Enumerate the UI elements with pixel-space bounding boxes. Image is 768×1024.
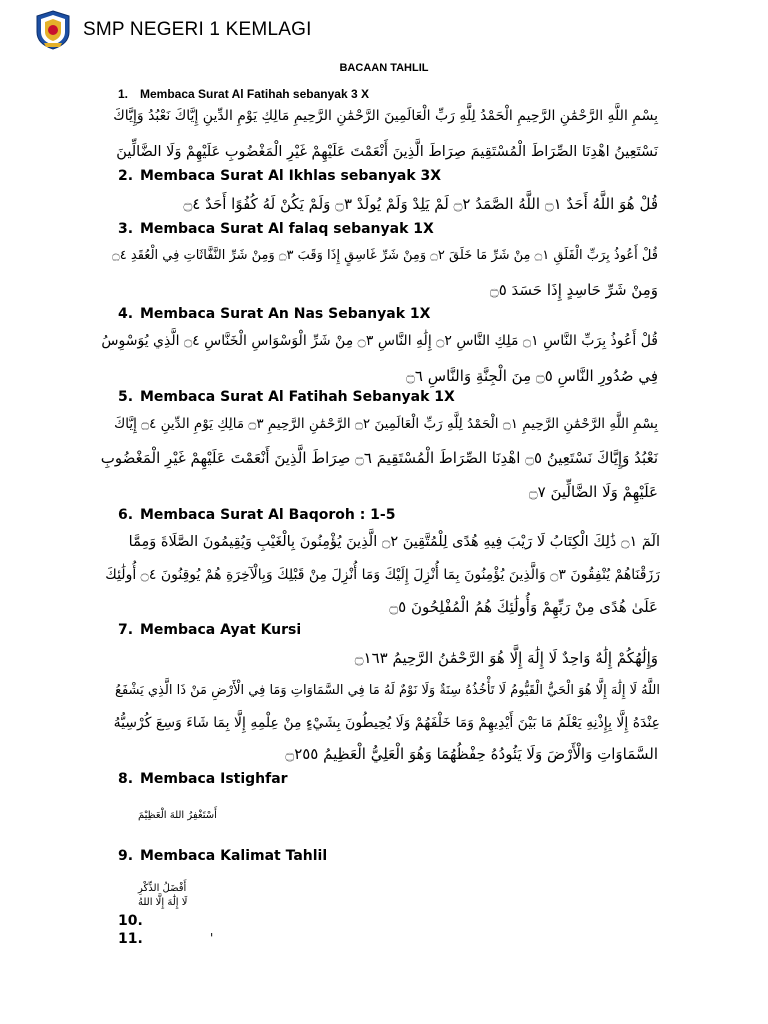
section-heading-3: 3. Membaca Surat Al falaq sebanyak 1X	[118, 221, 434, 237]
arabic-fatihah-1x-line-3: عَلَيْهِمْ وَلَا الضَّالِّينَ ۝٧	[528, 483, 658, 501]
arabic-tahlil-line-1: أَفْضَلُ الذِّكْرِ	[138, 883, 187, 894]
arabic-baqarah-line-2: رَزَقْنَاهُمْ يُنْفِقُونَ ۝٣ وَالَّذِينَ يُؤْمِنُونَ بِمَا أُنْزِلَ إِلَيْكَ وَمَا أُنْزِلَ مِنْ قَبْلِكَ وَبِالْآخِرَةِ هُمْ يُوقِنُونَ ۝٤ أُولَٰئِكَ	[105, 567, 660, 583]
section-heading-6: 6. Membaca Surat Al Baqoroh : 1-5	[118, 507, 396, 523]
arabic-fatihah-1x-line-2: نَعْبُدُ وَإِيَّاكَ نَسْتَعِينُ ۝٥ اهْدِنَا الصِّرَاطَ الْمُسْتَقِيمَ ۝٦ صِرَاطَ الَّذِينَ أَنْعَمْتَ عَلَيْهِمْ غَيْرِ الْمَغْضُوبِ	[100, 449, 658, 467]
arabic-kursi-line-3: عِنْدَهُ إِلَّا بِإِذْنِهِ يَعْلَمُ مَا بَيْنَ أَيْدِيهِمْ وَمَا خَلْفَهُمْ وَلَا يُحِيطُونَ بِشَيْءٍ مِنْ عِلْمِهِ إِلَّا بِمَا شَاءَ وَسِعَ كُرْسِيُّهُ	[113, 715, 660, 731]
arabic-istighfar: أَسْتَغْفِرُ اللهَ الْعَظِيْمَ	[138, 810, 217, 821]
arabic-kursi-line-2: اللَّهُ لَا إِلَٰهَ إِلَّا هُوَ الْحَيُّ الْقَيُّومُ لَا تَأْخُذُهُ سِنَةٌ وَلَا نَوْمٌ لَهُ مَا فِي السَّمَاوَاتِ وَمَا فِي الْأَرْضِ مَنْ ذَا الَّذِي يَشْفَعُ	[115, 683, 660, 698]
section-heading-8: 8. Membaca Istighfar	[118, 771, 288, 787]
section-heading-4: 4. Membaca Surat An Nas Sebanyak 1X	[118, 306, 431, 322]
section-heading-9: 9. Membaca Kalimat Tahlil	[118, 848, 328, 864]
arabic-nas-line-1: قُلْ أَعُوذُ بِرَبِّ النَّاسِ ۝١ مَلِكِ النَّاسِ ۝٢ إِلَٰهِ النَّاسِ ۝٣ مِنْ شَرِّ الْوَسْوَاسِ الْخَنَّاسِ ۝٤ الَّذِي يُوَسْوِسُ	[101, 333, 658, 349]
arabic-baqarah-line-3: عَلَىٰ هُدًى مِنْ رَبِّهِمْ وَأُولَٰئِكَ هُمُ الْمُفْلِحُونَ ۝٥	[389, 598, 658, 616]
arabic-baqarah-line-1: الٓمٓ ۝١ ذَٰلِكَ الْكِتَابُ لَا رَيْبَ فِيهِ هُدًى لِلْمُتَّقِينَ ۝٢ الَّذِينَ يُؤْمِنُونَ بِالْغَيْبِ وَيُقِيمُونَ الصَّلَاةَ وَمِمَّا	[128, 534, 660, 550]
stray-mark: '	[210, 931, 214, 945]
arabic-falaq-line-1: قُلْ أَعُوذُ بِرَبِّ الْفَلَقِ ۝١ مِنْ شَرِّ مَا خَلَقَ ۝٢ وَمِنْ شَرِّ غَاسِقٍ إِذَا وَقَبَ ۝٣ وَمِنْ شَرِّ النَّفَّاثَاتِ فِي الْعُقَدِ ۝٤	[112, 248, 658, 263]
section-heading-11: 11.	[118, 931, 143, 947]
section-heading-5: 5. Membaca Surat Al Fatihah Sebanyak 1X	[118, 389, 455, 405]
section-heading-7: 7. Membaca Ayat Kursi	[118, 622, 302, 638]
arabic-nas-line-2: فِي صُدُورِ النَّاسِ ۝٥ مِنَ الْجِنَّةِ وَالنَّاسِ ۝٦	[406, 367, 658, 385]
arabic-ikhlas-line-1: قُلْ هُوَ اللَّهُ أَحَدٌ ۝١ اللَّهُ الصَّمَدُ ۝٢ لَمْ يَلِدْ وَلَمْ يُولَدْ ۝٣ وَلَمْ يَكُنْ لَهُ كُفُوًا أَحَدٌ ۝٤	[183, 195, 658, 213]
section-heading-10: 10.	[118, 913, 143, 929]
arabic-kursi-line-1: وَإِلَٰهُكُمْ إِلَٰهٌ وَاحِدٌ لَا إِلَٰهَ إِلَّا هُوَ الرَّحْمَٰنُ الرَّحِيمُ ۝١٦٣	[354, 649, 658, 667]
arabic-fatihah-line-1: بِسْمِ اللَّهِ الرَّحْمَٰنِ الرَّحِيمِ الْحَمْدُ لِلَّهِ رَبِّ الْعَالَمِينَ الرَّحْمَٰنِ الرَّحِيمِ مَالِكِ يَوْمِ الدِّينِ إِيَّاكَ نَعْبُدُ وَإِيَّاكَ	[113, 108, 658, 124]
arabic-fatihah-1x-line-1: بِسْمِ اللَّهِ الرَّحْمَٰنِ الرَّحِيمِ ۝١ الْحَمْدُ لِلَّهِ رَبِّ الْعَالَمِينَ ۝٢ الرَّحْمَٰنِ الرَّحِيمِ ۝٣ مَالِكِ يَوْمِ الدِّينِ ۝٤ إِيَّاكَ	[114, 416, 658, 432]
arabic-fatihah-line-2: نَسْتَعِينُ اهْدِنَا الصِّرَاطَ الْمُسْتَقِيمَ صِرَاطَ الَّذِينَ أَنْعَمْتَ عَلَيْهِمْ غَيْرِ الْمَغْضُوبِ عَلَيْهِمْ وَلَا الضَّالِّينَ	[116, 144, 658, 160]
page-header	[35, 8, 312, 52]
school-emblem-icon	[35, 10, 71, 50]
section-heading-2: 2. Membaca Surat Al Ikhlas sebanyak 3X	[118, 168, 442, 184]
school-name: SMP NEGERI 1 KEMLAGI	[83, 19, 312, 40]
arabic-falaq-line-2: وَمِنْ شَرِّ حَاسِدٍ إِذَا حَسَدَ ۝٥	[489, 281, 658, 299]
section-heading-1: 1. Membaca Surat Al Fatihah sebanyak 3 X	[118, 87, 369, 101]
document-title: BACAAN TAHLIL	[339, 62, 429, 74]
arabic-tahlil-line-2: لَا إِلَٰهَ إِلَّا اللهُ	[138, 897, 188, 908]
arabic-kursi-line-4: السَّمَاوَاتِ وَالْأَرْضَ وَلَا يَئُودُهُ حِفْظُهُمَا وَهُوَ الْعَلِيُّ الْعَظِيمُ ۝٢٥٥	[285, 745, 658, 763]
